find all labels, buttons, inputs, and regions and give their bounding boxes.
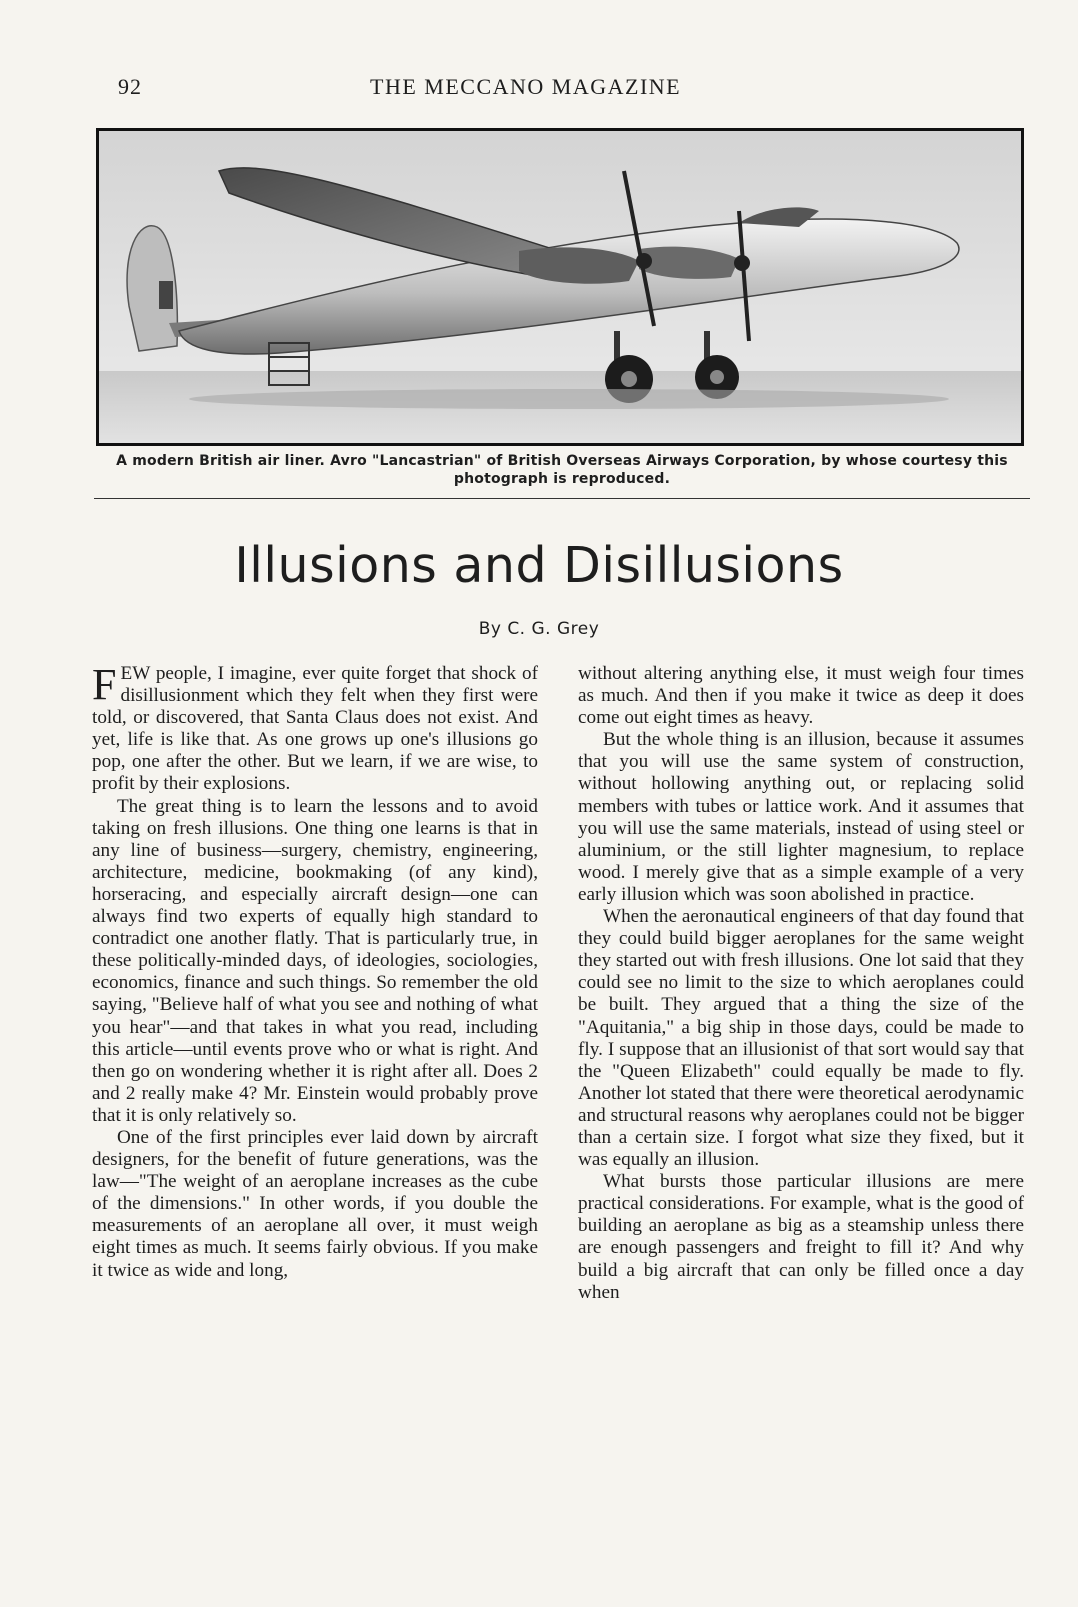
paragraph: One of the first principles ever laid down by aircraft designers, for the benefit of future generations, was the law—"The weight of an aeroplane increases as the cube of the dimensions." In other words, if you double the measurements of an aeroplane all over, it must weigh eight times as much. It seems fairly obvious. If you make it twice as wide and long, bbox=[92, 1126, 538, 1281]
photo-caption: A modern British air liner. Avro "Lancastrian" of British Overseas Airways Corporation, by whose courtesy this photograph is reproduced. bbox=[116, 453, 1008, 487]
article-title: Illusions and Disillusions bbox=[234, 537, 844, 594]
divider bbox=[94, 498, 1030, 499]
paragraph-text: EW people, I imagine, ever quite forget that shock of disillusionment which they felt when they first were told, or discovered, that Santa Claus does not exist. And yet, life is like that. As one grows up one's illusions go pop, one after the other. But we learn, if we are wise, to profit by their explosions. bbox=[92, 663, 538, 795]
paragraph: What bursts those particular illusions are mere practical considerations. For example, what is the good of building an aeroplane as big as a steamship unless there are enough passengers and freight to fill it? And why build a big aircraft that can only be filled once a day when bbox=[578, 1171, 1024, 1303]
paragraph: When the aeronautical engineers of that day found that they could build bigger aeroplanes for the same weight they started out with fresh illusions. One lot said that they could see no limit to the size to which aeroplanes could be built. They argued that a thing the size of the "Aquitania," a big ship in those days, could be made to fly. I suppose that an illusionist of that sort would say that the "Queen Elizabeth" could equally be made to fly. Another lot stated that there were theoretical aerodynamic and structural reasons why aeroplanes could not be bigger than a certain size. I forgot what size they fixed, but it was equally an illusion. bbox=[578, 906, 1024, 1171]
left-column bbox=[92, 660, 538, 1282]
page-number: 92 bbox=[118, 74, 142, 99]
paragraph: But the whole thing is an illusion, because it assumes that you will use the same system of construction, without hollowing anything out, or replacing solid members with tubes or lattice work. And it assumes that you will use the same materials, instead of using steel or aluminium, or the still lighter magnesium, to replace wood. I merely give that as a simple example of a very early illusion which was soon abolished in practice. bbox=[578, 729, 1024, 905]
running-head: THE MECCANO MAGAZINE bbox=[370, 74, 682, 99]
paragraph bbox=[92, 660, 538, 796]
byline: By C. G. Grey bbox=[478, 619, 600, 639]
aeroplane-photo bbox=[96, 128, 1024, 446]
right-column bbox=[578, 663, 1024, 1304]
paragraph: without altering anything else, it must weigh four times as much. And then if you make it twice as deep it does come out eight times as heavy. bbox=[578, 663, 1024, 729]
aeroplane-illustration bbox=[99, 131, 1021, 443]
drop-cap: F bbox=[92, 660, 117, 709]
paragraph: The great thing is to learn the lessons and to avoid taking on fresh illusions. One thing one learns is that in any line of business—surgery, chemistry, engineering, architecture, medicine, bookmaking (of any kind), horseracing, and especially aircraft design—one can always find two experts of equally high standard to contradict one another flatly. That is particularly true, in these politically-minded days, of ideologies, sociologies, economics, finance and such things. So remember the old saying, "Believe half of what you see and nothing of what you hear"—and that takes in what you read, including this article—until events prove who or what is right. And then go on wondering whether it is right after all. Does 2 and 2 really make 4? Mr. Einstein would probably prove that it is only relatively so. bbox=[92, 795, 538, 1126]
